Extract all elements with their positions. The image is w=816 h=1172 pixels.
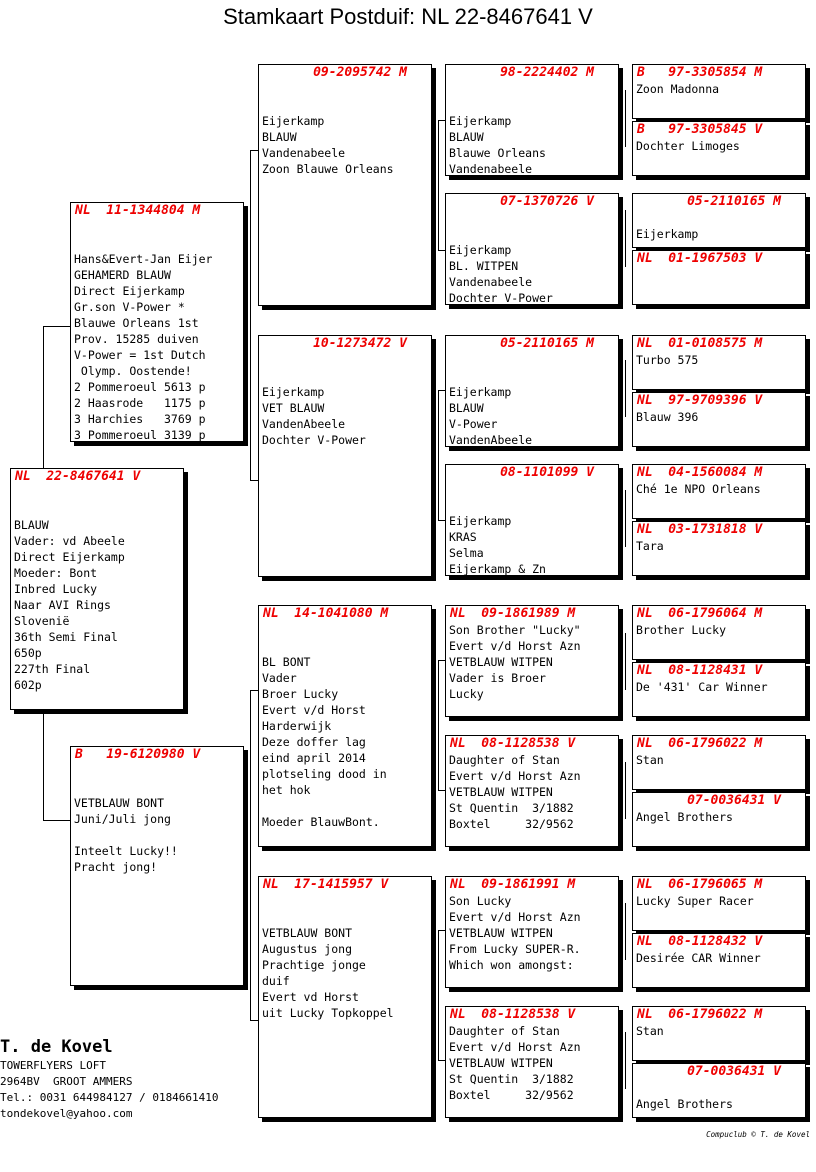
owner-email: tondekovel@yahoo.com — [0, 1107, 133, 1120]
info-line — [74, 235, 240, 251]
ring-number: 07-1370726 V — [500, 194, 594, 209]
ring-number: B 19-6120980 V — [75, 747, 201, 762]
info-line: 2 Haasrode 1175 p — [74, 396, 206, 410]
great-grandparent-card — [445, 735, 619, 847]
great-great-grandparent-card — [632, 1006, 806, 1061]
connector-line — [625, 762, 626, 819]
info-line — [262, 909, 428, 925]
info-line: BL BONT — [262, 655, 311, 669]
ring-number: 07-0036431 V — [687, 1064, 781, 1079]
info-line: Stan — [636, 1024, 664, 1038]
great-great-grandparent-card — [632, 876, 806, 931]
great-great-grandparent-card — [632, 1063, 806, 1118]
connector-line — [625, 360, 626, 417]
great-great-grandparent-card — [632, 792, 806, 847]
page-title: Stamkaart Postduif: NL 22-8467641 V — [223, 4, 593, 29]
info-line: uit Lucky Topkoppel — [262, 1006, 394, 1020]
info-line — [14, 501, 180, 517]
info-line — [636, 1080, 802, 1096]
connector-line — [625, 90, 626, 147]
ring-number: NL 06-1796022 M — [637, 736, 763, 751]
great-grandparent-card — [445, 193, 619, 305]
info-line: Boxtel 32/9562 — [449, 817, 574, 831]
info-line — [262, 638, 428, 654]
grandparent-card — [258, 605, 432, 847]
info-line: 3 Harchies 3769 p — [74, 412, 206, 426]
info-line: 3 Pommeroeul 3139 p — [74, 428, 206, 442]
info-line: Ché 1e NPO Orleans — [636, 482, 761, 496]
great-great-grandparent-card — [632, 605, 806, 660]
info-line: V-Power = 1st Dutch — [74, 348, 206, 362]
info-line: Deze doffer lag — [262, 735, 366, 749]
great-grandparent-card — [445, 605, 619, 717]
info-line: Evert v/d Horst — [262, 703, 366, 717]
dam-card — [70, 746, 244, 986]
info-line: Eijerkamp — [636, 227, 699, 241]
info-line: BLAUW — [14, 518, 49, 532]
info-line: Prov. 15285 duiven — [74, 332, 199, 346]
info-line: Eijerkamp — [262, 114, 325, 128]
ring-number: 05-2110165 M — [500, 336, 594, 351]
ring-number: 07-0036431 V — [687, 793, 781, 808]
info-line — [74, 763, 240, 779]
info-line — [262, 81, 428, 97]
info-line — [74, 827, 240, 843]
ring-number: B 97-3305854 M — [637, 65, 763, 80]
ring-number: NL 17-1415957 V — [263, 877, 389, 892]
connector-line — [250, 480, 258, 481]
info-line: St Quentin 3/1882 — [449, 1072, 574, 1086]
info-line — [449, 226, 615, 242]
info-line: Evert v/d Horst Azn — [449, 639, 581, 653]
info-line: Which won amongst: — [449, 958, 574, 972]
info-line — [449, 481, 615, 497]
sire-card — [70, 202, 244, 442]
info-line: Daughter of Stan — [449, 1024, 560, 1038]
info-line: Brother Lucky — [636, 623, 727, 637]
great-grandparent-card — [445, 335, 619, 447]
info-line: VETBLAUW BONT — [262, 926, 353, 940]
info-line: Olymp. Oostende! — [74, 364, 192, 378]
connector-line — [438, 930, 439, 1060]
connector-line — [43, 326, 70, 327]
info-line: Angel Brothers — [636, 810, 733, 824]
info-line: 36th Semi Final — [14, 630, 118, 644]
info-line — [636, 210, 802, 226]
connector-line — [250, 690, 251, 1020]
ring-number: NL 03-1731818 V — [637, 522, 763, 537]
ring-number: NL 11-1344804 M — [75, 203, 201, 218]
ring-number: NL 01-1967503 V — [637, 251, 763, 266]
ring-number: B 97-3305845 V — [637, 122, 763, 137]
info-line: 650p — [14, 646, 42, 660]
owner-line: 2964BV GROOT AMMERS — [0, 1075, 133, 1088]
ring-number: 10-1273472 V — [313, 336, 407, 351]
info-line: Daughter of Stan — [449, 753, 560, 767]
great-great-grandparent-card — [632, 662, 806, 717]
info-line: Augustus jong — [262, 942, 353, 956]
info-line: Vader: vd Abeele — [14, 534, 125, 548]
info-line: VETBLAUW WITPEN — [449, 655, 553, 669]
info-line: 2 Pommeroeul 5613 p — [74, 380, 206, 394]
great-great-grandparent-card — [632, 250, 806, 305]
info-line — [74, 779, 240, 795]
info-line: Angel Brothers — [636, 1097, 733, 1111]
great-grandparent-card — [445, 876, 619, 988]
info-line: Dochter V-Power — [449, 291, 553, 305]
ring-number: NL 08-1128432 V — [637, 934, 763, 949]
info-line: Lucky — [449, 687, 484, 701]
info-line — [262, 352, 428, 368]
info-line: Hans&Evert-Jan Eijer — [74, 252, 213, 266]
info-line: Zoon Blauwe Orleans — [262, 162, 394, 176]
owner-line: Tel.: 0031 644984127 / 0184661410 — [0, 1091, 219, 1104]
great-great-grandparent-card — [632, 121, 806, 176]
info-line: From Lucky SUPER-R. — [449, 942, 581, 956]
info-line: Dochter Limoges — [636, 139, 740, 153]
owner-name: T. de Kovel — [0, 1037, 113, 1057]
info-line: Son Brother "Lucky" — [449, 623, 581, 637]
connector-line — [43, 710, 44, 820]
ring-number: NL 04-1560084 M — [637, 465, 763, 480]
info-line: Boxtel 32/9562 — [449, 1088, 574, 1102]
grandparent-card — [258, 876, 432, 1118]
info-line — [449, 81, 615, 97]
info-line: Evert v/d Horst Azn — [449, 1040, 581, 1054]
info-line: BLAUW — [449, 401, 484, 415]
ring-number: NL 14-1041080 M — [263, 606, 389, 621]
info-line — [449, 97, 615, 113]
ring-number: NL 97-9709396 V — [637, 393, 763, 408]
connector-line — [625, 490, 626, 547]
ring-number: NL 09-1861991 M — [450, 877, 576, 892]
great-great-grandparent-card — [632, 392, 806, 447]
ring-number: 09-2095742 M — [313, 65, 407, 80]
ring-number: 08-1101099 V — [500, 465, 594, 480]
info-line: Turbo 575 — [636, 353, 699, 367]
info-line: Inbred Lucky — [14, 582, 98, 596]
info-line: Blauw 396 — [636, 410, 699, 424]
ring-number: 05-2110165 M — [687, 194, 781, 209]
info-line: Dochter V-Power — [262, 433, 366, 447]
info-line: Eijerkamp — [449, 385, 512, 399]
great-grandparent-card — [445, 64, 619, 176]
ring-number: NL 09-1861989 M — [450, 606, 576, 621]
info-line: Vandenabeele — [262, 146, 346, 160]
info-line: V-Power — [449, 417, 498, 431]
info-line: BLAUW — [449, 130, 484, 144]
info-line — [449, 352, 615, 368]
info-line: VETBLAUW BONT — [74, 796, 165, 810]
ring-number: NL 22-8467641 V — [15, 469, 141, 484]
great-great-grandparent-card — [632, 521, 806, 576]
info-line: het hok — [262, 783, 311, 797]
great-great-grandparent-card — [632, 735, 806, 790]
info-line: Broer Lucky — [262, 687, 339, 701]
info-line: Eijerkamp — [449, 514, 512, 528]
info-line: Direct Eijerkamp — [74, 284, 185, 298]
connector-line — [625, 633, 626, 690]
info-line: Pracht jong! — [74, 860, 158, 874]
info-line: Selma — [449, 546, 484, 560]
connector-line — [250, 150, 251, 480]
info-line: KRAS — [449, 530, 477, 544]
great-grandparent-card — [445, 464, 619, 576]
info-line: Tara — [636, 539, 664, 553]
connector-line — [625, 1032, 626, 1089]
info-line: Direct Eijerkamp — [14, 550, 125, 564]
connector-line — [250, 1020, 258, 1021]
info-line: Vader — [262, 671, 297, 685]
info-line: VETBLAUW WITPEN — [449, 926, 553, 940]
info-line: Lucky Super Racer — [636, 894, 754, 908]
connector-line — [438, 660, 439, 790]
info-line: Eijerkamp & Zn — [449, 562, 546, 576]
info-line: VETBLAUW WITPEN — [449, 785, 553, 799]
info-line — [74, 219, 240, 235]
info-line: Vandenabeele — [449, 162, 533, 176]
great-grandparent-card — [445, 1006, 619, 1118]
info-line — [262, 622, 428, 638]
info-line: 602p — [14, 678, 42, 692]
info-line — [262, 893, 428, 909]
info-line: VandenAbeele — [449, 433, 533, 447]
info-line: De '431' Car Winner — [636, 680, 768, 694]
connector-line — [43, 326, 44, 468]
info-line: VET BLAUW — [262, 401, 325, 415]
great-great-grandparent-card — [632, 335, 806, 390]
info-line — [262, 368, 428, 384]
info-line: Blauwe Orleans 1st — [74, 316, 199, 330]
info-line: Blauwe Orleans — [449, 146, 546, 160]
great-great-grandparent-card — [632, 933, 806, 988]
great-great-grandparent-card — [632, 464, 806, 519]
info-line — [14, 485, 180, 501]
grandparent-card — [258, 335, 432, 577]
info-line: Juni/Juli jong — [74, 812, 171, 826]
info-line: Stan — [636, 753, 664, 767]
connector-line — [250, 150, 258, 151]
info-line: Zoon Madonna — [636, 82, 720, 96]
info-line: BLAUW — [262, 130, 297, 144]
grandparent-card — [258, 64, 432, 306]
info-line: Inteelt Lucky!! — [74, 844, 178, 858]
info-line: Moeder BlauwBont. — [262, 815, 380, 829]
info-line: Eijerkamp — [449, 243, 512, 257]
ring-number: NL 06-1796022 M — [637, 1007, 763, 1022]
info-line: Gr.son V-Power * — [74, 300, 185, 314]
ring-number: 98-2224402 M — [500, 65, 594, 80]
ring-number: NL 08-1128538 V — [450, 1007, 576, 1022]
info-line — [449, 368, 615, 384]
connector-line — [438, 390, 439, 520]
ring-number: NL 06-1796065 M — [637, 877, 763, 892]
info-line: BL. WITPEN — [449, 259, 519, 273]
info-line: plotseling dood in — [262, 767, 387, 781]
info-line: Son Lucky — [449, 894, 512, 908]
great-great-grandparent-card — [632, 64, 806, 119]
connector-line — [43, 820, 70, 821]
info-line: Naar AVI Rings — [14, 598, 111, 612]
connector-line — [625, 210, 626, 267]
info-line: Evert vd Horst — [262, 990, 359, 1004]
footer-credit: Compuclub © T. de Kovel — [706, 1130, 810, 1139]
owner-line: TOWERFLYERS LOFT — [0, 1059, 106, 1072]
info-line: Slovenië — [14, 614, 70, 628]
info-line: Eijerkamp — [449, 114, 512, 128]
info-line: Moeder: Bont — [14, 566, 98, 580]
info-line: 227th Final — [14, 662, 91, 676]
ring-number: NL 01-0108575 M — [637, 336, 763, 351]
great-great-grandparent-card — [632, 193, 806, 248]
info-line — [262, 97, 428, 113]
info-line: Prachtige jonge — [262, 958, 366, 972]
info-line: duif — [262, 974, 290, 988]
info-line: Desirée CAR Winner — [636, 951, 761, 965]
connector-line — [438, 120, 439, 250]
ring-number: NL 08-1128431 V — [637, 663, 763, 678]
connector-line — [625, 903, 626, 960]
info-line: Eijerkamp — [262, 385, 325, 399]
info-line — [262, 798, 428, 814]
owner-block — [0, 1036, 219, 1122]
info-line: Harderwijk — [262, 719, 332, 733]
connector-line — [250, 690, 258, 691]
info-line: GEHAMERD BLAUW — [74, 268, 171, 282]
ring-number: NL 06-1796064 M — [637, 606, 763, 621]
ring-number: NL 08-1128538 V — [450, 736, 576, 751]
info-line: Vandenabeele — [449, 275, 533, 289]
info-line: eind april 2014 — [262, 751, 366, 765]
info-line — [449, 210, 615, 226]
info-line: Evert v/d Horst Azn — [449, 769, 581, 783]
info-line: Evert v/d Horst Azn — [449, 910, 581, 924]
info-line: VandenAbeele — [262, 417, 346, 431]
subject-card — [10, 468, 184, 710]
info-line: VETBLAUW WITPEN — [449, 1056, 553, 1070]
info-line: Vader is Broer — [449, 671, 546, 685]
info-line — [449, 497, 615, 513]
info-line: St Quentin 3/1882 — [449, 801, 574, 815]
